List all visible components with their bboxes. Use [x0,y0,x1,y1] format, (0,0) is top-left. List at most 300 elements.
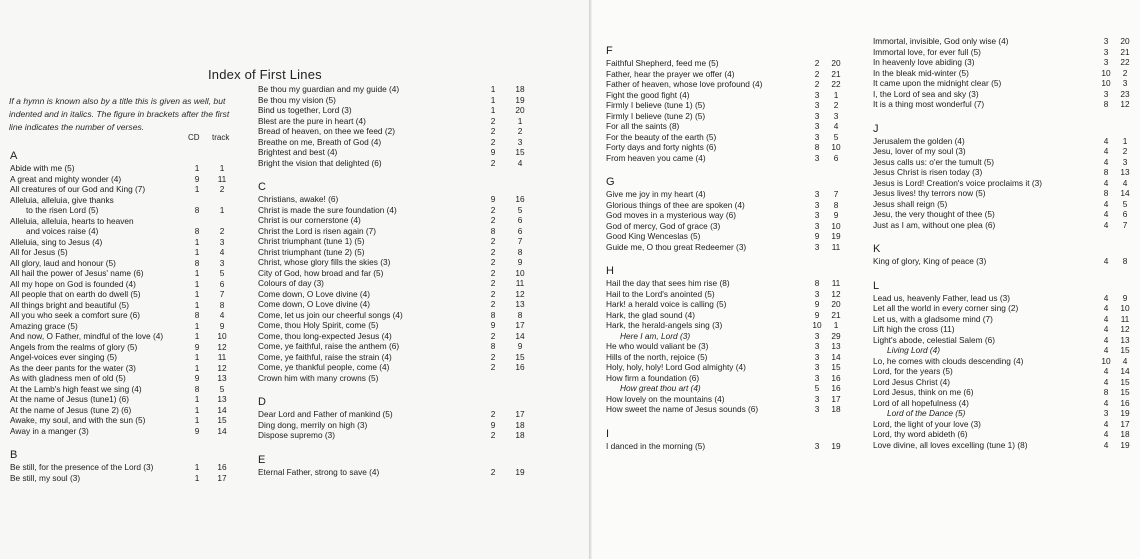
section-letter-label: D [258,396,266,408]
entry-cd-number: 1 [490,105,496,115]
entry-first-line: Firmly I believe (tune 1) (5) [606,100,706,110]
entry-first-line: From heaven you came (4) [606,152,706,163]
index-entry [606,383,841,394]
entry-first-line: Ding dong, merrily on high (3) [258,419,368,430]
index-entry [606,100,841,111]
entry-track-number: 7 [1122,219,1128,230]
entry-cd-number: 1 [490,94,496,105]
entry-first-line: Alleluia, alleluia, give thanks [10,194,114,205]
entry-first-line: Christians, awake! (6) [258,194,339,204]
section-letter [606,176,841,189]
entry-track-number: 9 [1122,292,1128,303]
index-entry [10,473,250,484]
index-entry [258,105,548,116]
index-entry [606,373,841,384]
section-letter-label: I [606,427,610,440]
entry-track-number: 14 [1120,188,1130,198]
entry-first-line: Immortal love, for ever full (5) [873,46,981,57]
entry-track-number: 15 [831,362,841,372]
entry-first-line: I, the Lord of sea and sky (3) [873,88,979,99]
index-entry [873,57,1135,68]
entry-cd-number: 8 [1103,188,1109,198]
entry-track-number: 2 [1122,146,1128,156]
entry-cd-number: 1 [194,163,200,173]
entry-track-number: 1 [219,205,225,215]
entry-first-line: Lord, thy word abideth (6) [873,429,968,439]
entry-first-line: Alleluia, alleluia, hearts to heaven [10,215,134,226]
entry-track-number: 17 [515,320,525,330]
section-letter-label: L [873,279,880,292]
index-entry [873,178,1135,189]
entry-cd-number: 4 [1103,146,1109,156]
entry-track-number: 20 [1120,36,1130,46]
entry-first-line: Be still, for the presence of the Lord (3) [10,462,154,472]
index-entry [606,310,841,321]
index-entry [606,289,841,300]
entry-cd-number: 3 [1103,57,1109,67]
section-letter [606,428,841,441]
entry-track-number: 17 [831,393,841,404]
entry-track-number: 15 [1120,345,1130,355]
entry-cd-number: 4 [1103,366,1109,376]
entry-cd-number: 2 [490,278,496,288]
entry-track-number: 1 [833,320,839,330]
index-column-1 [10,150,250,483]
index-entry [873,256,1135,267]
entry-cd-number: 3 [814,404,820,414]
entry-cd-number: 1 [194,320,200,331]
cd-column-header: CD [188,133,200,142]
entry-track-number: 16 [831,383,841,393]
entry-track-number: 1 [517,115,523,126]
entry-cd-number: 2 [490,409,496,419]
entry-cd-number: 8 [1103,99,1109,109]
entry-cd-number: 3 [1103,408,1109,418]
entry-track-number: 17 [217,472,227,483]
entry-first-line: Crown him with many crowns (5) [258,372,379,383]
section-letter [10,150,250,163]
entry-cd-number: 3 [814,110,820,121]
entry-cd-number: 1 [490,84,496,94]
section-spacer [258,383,548,396]
entry-first-line: Lord, for the years (5) [873,366,953,376]
entry-track-number: 3 [219,236,225,247]
entry-track-number: 15 [1120,387,1130,397]
entry-cd-number: 1 [194,268,200,278]
entry-track-number: 9 [517,257,523,267]
entry-track-number: 14 [1120,366,1130,376]
entry-track-number: 19 [1120,408,1130,418]
entry-first-line: Let all the world in every corner sing (2) [873,303,1019,313]
entry-track-number: 14 [217,404,227,415]
entry-track-number: 14 [515,330,525,341]
index-entry [10,405,250,416]
page-title: Index of First Lines [208,67,322,82]
entry-first-line: Lord Jesus Christ (4) [873,376,951,387]
entry-cd-number: 2 [490,157,496,168]
section-letter-label: A [10,150,18,162]
entry-cd-number: 8 [490,225,496,236]
entry-first-line: At the name of Jesus (tune1) (6) [10,394,129,404]
entry-cd-number: 8 [490,309,496,320]
entry-first-line: Lead us, heavenly Father, lead us (3) [873,292,1010,303]
index-entry [873,429,1135,440]
entry-track-number: 4 [219,310,225,320]
entry-track-number: 20 [831,58,841,68]
index-entry [873,335,1135,346]
entry-first-line: Be thou my guardian and my guide (4) [258,84,400,94]
section-letter-label: B [10,449,18,461]
entry-track-number: 8 [517,309,523,320]
entry-first-line: Glorious things of thee are spoken (4) [606,199,745,210]
index-entry [873,345,1135,356]
entry-track-number: 19 [831,440,841,451]
entry-track-number: 2 [219,184,225,194]
entry-cd-number: 4 [1103,397,1109,408]
entry-cd-number: 2 [490,267,496,278]
entry-track-number: 16 [515,362,525,372]
section-letter-label: H [606,265,614,277]
entry-track-number: 6 [833,152,839,163]
index-entry [10,226,250,237]
entry-first-line: Jesu, the very thought of thee (5) [873,209,995,219]
index-entry [873,419,1135,430]
section-spacer [258,168,548,181]
entry-first-line: Come, ye faithful, raise the anthem (6) [258,341,400,351]
entry-first-line: Fight the good fight (4) [606,89,690,100]
entry-cd-number: 2 [490,204,496,215]
entry-cd-number: 2 [490,215,496,225]
index-entry [873,220,1135,231]
index-entry [258,331,548,342]
entry-track-number: 15 [1120,376,1130,387]
index-entry [606,200,841,211]
entry-first-line: In the bleak mid-winter (5) [873,67,969,78]
entry-first-line: Come, thou long-expected Jesus (4) [258,330,392,341]
entry-track-number: 5 [219,268,225,278]
entry-cd-number: 4 [1103,177,1109,188]
entry-cd-number: 2 [814,58,820,68]
entry-track-number: 3 [833,110,839,121]
entry-cd-number: 3 [814,100,820,110]
entry-track-number: 29 [831,330,841,341]
entry-first-line: Jesus shall reign (5) [873,198,948,209]
entry-cd-number: 8 [194,226,200,236]
entry-track-number: 10 [1120,303,1130,313]
entry-first-line: Love divine, all loves excelling (tune 1) (8) [873,439,1028,450]
entry-track-number: 11 [515,278,525,288]
entry-track-number: 10 [831,220,841,231]
entry-track-number: 19 [1120,439,1130,450]
index-entry [606,341,841,352]
entry-first-line: It is a thing most wonderful (7) [873,99,985,109]
entry-first-line: Jerusalem the golden (4) [873,135,965,146]
entry-first-line: Christ is our cornerstone (4) [258,215,361,225]
index-entry [258,420,548,431]
entry-first-line: Be thou my vision (5) [258,94,336,105]
index-entry [606,231,841,242]
entry-track-number: 14 [217,425,227,436]
index-entry [873,47,1135,58]
index-entry [873,146,1135,157]
entry-cd-number: 3 [814,288,820,299]
index-entry [10,237,250,248]
entry-cd-number: 3 [814,189,820,199]
entry-cd-number: 4 [1103,418,1109,429]
index-entry [606,132,841,143]
section-letter [873,243,1135,256]
entry-cd-number: 2 [490,330,496,341]
index-entry [606,352,841,363]
entry-cd-number: 2 [490,115,496,126]
entry-track-number: 13 [217,394,227,404]
section-spacer [873,230,1135,243]
entry-first-line: In heavenly love abiding (3) [873,57,975,67]
index-entry [258,137,548,148]
index-entry [258,116,548,127]
index-entry [10,279,250,290]
entry-cd-number: 1 [194,362,200,373]
entry-cd-number: 1 [194,247,200,257]
index-entry [258,257,548,268]
entry-cd-number: 2 [490,351,496,362]
entry-first-line: Forty days and forty nights (6) [606,142,717,152]
entry-first-line: Hark, the herald-angels sing (3) [606,320,723,330]
entry-cd-number: 10 [1101,78,1111,88]
entry-first-line: At the Lamb's high feast we sing (4) [10,383,142,394]
index-entry [258,352,548,363]
entry-track-number: 21 [831,309,841,320]
index-entry [258,268,548,279]
index-entry [10,163,250,174]
entry-track-number: 6 [517,215,523,225]
entry-cd-number: 3 [814,131,820,142]
entry-track-number: 19 [515,94,525,105]
index-entry [606,441,841,452]
entry-first-line: Hills of the north, rejoice (5) [606,351,708,362]
entry-track-number: 18 [515,430,525,440]
entry-cd-number: 3 [814,152,820,163]
entry-first-line: Angel-voices ever singing (5) [10,352,117,362]
entry-cd-number: 4 [1103,439,1109,450]
entry-first-line: How sweet the name of Jesus sounds (6) [606,404,759,414]
entry-first-line: God moves in a mysterious way (6) [606,210,737,220]
index-entry [606,362,841,373]
entry-first-line: Faithful Shepherd, feed me (5) [606,58,719,68]
entry-track-number: 2 [219,226,225,236]
entry-cd-number: 3 [814,341,820,351]
section-letter-label: E [258,453,266,466]
entry-track-number: 2 [833,100,839,110]
entry-track-number: 14 [831,351,841,362]
index-entry [606,299,841,310]
entry-first-line: And now, O Father, mindful of the love (4) [10,331,164,341]
entry-track-number: 11 [831,241,841,252]
entry-cd-number: 9 [490,147,496,157]
index-entry [258,341,548,352]
entry-first-line: Hark, the glad sound (4) [606,309,696,320]
entry-cd-number: 9 [194,373,200,383]
section-letter [10,449,250,462]
entry-track-number: 17 [1120,418,1130,429]
section-letter [258,181,548,194]
entry-first-line: Amazing grace (5) [10,320,78,331]
entry-track-number: 5 [219,383,225,394]
entry-first-line: Blest are the pure in heart (4) [258,115,366,126]
entry-cd-number: 8 [194,383,200,394]
section-letter-label: K [873,243,881,255]
index-entry [10,321,250,332]
entry-cd-number: 3 [814,362,820,372]
section-spacer [873,267,1135,280]
entry-first-line: Hark! a herald voice is calling (5) [606,299,727,309]
entry-first-line: All you who seek a comfort sure (6) [10,310,141,320]
entry-track-number: 3 [1122,156,1128,167]
index-entry [258,205,548,216]
entry-first-line: Living Lord (4) [887,345,941,355]
index-entry [873,398,1135,409]
entry-cd-number: 4 [1103,324,1109,334]
entry-track-number: 19 [831,231,841,241]
entry-cd-number: 4 [1103,256,1109,266]
entry-track-number: 13 [831,341,841,351]
entry-cd-number: 10 [1101,355,1111,366]
index-entry [10,384,250,395]
entry-track-number: 10 [831,142,841,152]
section-spacer [606,163,841,176]
entry-cd-number: 4 [1103,303,1109,313]
entry-first-line: Lo, he comes with clouds descending (4) [873,355,1024,366]
entry-first-line: It came upon the midnight clear (5) [873,78,1002,88]
section-spacer [873,110,1135,123]
index-entry [606,278,841,289]
entry-first-line: Awake, my soul, and with the sun (5) [10,415,146,425]
entry-track-number: 12 [1120,324,1130,334]
index-entry [873,209,1135,220]
index-entry [10,300,250,311]
entry-track-number: 7 [517,236,523,246]
entry-cd-number: 9 [194,173,200,184]
section-letter-label: J [873,122,879,135]
entry-first-line: Away in a manger (3) [10,425,89,436]
entry-cd-number: 9 [814,299,820,309]
entry-track-number: 11 [217,352,227,362]
index-entry [10,184,250,195]
index-entry [258,299,548,310]
entry-first-line: All things bright and beautiful (5) [10,299,129,310]
index-entry [606,394,841,405]
entry-cd-number: 1 [194,394,200,404]
entry-first-line: Come down, O Love divine (4) [258,299,371,309]
entry-track-number: 12 [217,362,227,373]
section-letter [258,454,548,467]
entry-cd-number: 4 [1103,198,1109,209]
entry-track-number: 21 [831,68,841,79]
entry-cd-number: 4 [1103,292,1109,303]
entry-cd-number: 2 [490,236,496,246]
index-entry [10,363,250,374]
index-entry [873,188,1135,199]
entry-track-number: 11 [217,173,227,184]
entry-track-number: 4 [219,247,225,257]
entry-cd-number: 10 [1101,67,1111,78]
index-column-2 [258,84,548,477]
entry-first-line: Christ triumphant (tune 2) (5) [258,246,365,257]
entry-cd-number: 3 [814,330,820,341]
index-entry [873,293,1135,304]
index-entry [10,426,250,437]
entry-first-line: God of mercy, God of grace (3) [606,220,721,231]
index-entry [258,215,548,226]
entry-track-number: 1 [1122,135,1128,146]
entry-cd-number: 4 [1103,156,1109,167]
entry-cd-number: 9 [490,419,496,430]
index-entry [10,289,250,300]
index-entry [258,126,548,137]
entry-track-number: 6 [219,278,225,289]
entry-track-number: 1 [219,163,225,173]
index-entry [873,167,1135,178]
entry-first-line: All glory, laud and honour (5) [10,257,116,268]
index-entry [10,174,250,185]
entry-track-number: 21 [1120,46,1130,57]
index-column-4 [873,36,1135,450]
entry-first-line: Here I am, Lord (3) [620,330,691,341]
entry-first-line: For all the saints (8) [606,121,680,131]
index-entry [258,362,548,373]
section-spacer [10,436,250,449]
entry-first-line: Alleluia, sing to Jesus (4) [10,236,103,247]
index-entry [10,247,250,258]
entry-track-number: 18 [831,404,841,414]
entry-first-line: Bind us together, Lord (3) [258,105,352,115]
index-entry [10,394,250,405]
entry-first-line: Bright the vision that delighted (6) [258,157,382,168]
entry-first-line: Bread of heaven, on thee we feed (2) [258,126,395,136]
entry-track-number: 22 [1120,57,1130,67]
entry-cd-number: 8 [194,205,200,215]
index-intro: If a hymn is known also by a title this is given as well, but indented and in italics. The figure in brackets after the first line indicates the number of verses. [9,96,230,132]
entry-first-line: Come, ye faithful, raise the strain (4) [258,351,392,362]
entry-first-line: All people that on earth do dwell (5) [10,289,141,299]
entry-first-line: Jesu, lover of my soul (3) [873,146,966,156]
entry-track-number: 17 [515,409,525,419]
index-entry [10,258,250,269]
index-entry [258,84,548,95]
entry-cd-number: 4 [1103,376,1109,387]
index-entry [873,303,1135,314]
entry-cd-number: 4 [1103,334,1109,345]
index-entry [258,247,548,258]
index-entry [606,142,841,153]
index-entry [10,268,250,279]
entry-track-number: 20 [831,299,841,309]
entry-track-number: 22 [831,79,841,89]
index-entry [606,331,841,342]
entry-track-number: 18 [515,84,525,94]
index-entry [10,216,250,227]
entry-track-number: 4 [833,121,839,131]
entry-cd-number: 3 [1103,36,1109,46]
index-entry [10,342,250,353]
index-entry [258,95,548,106]
entry-first-line: As the deer pants for the water (3) [10,362,136,373]
index-entry [606,404,841,415]
entry-track-number: 1 [833,89,839,100]
entry-track-number: 10 [515,267,525,278]
section-spacer [606,252,841,265]
entry-track-number: 5 [517,204,523,215]
